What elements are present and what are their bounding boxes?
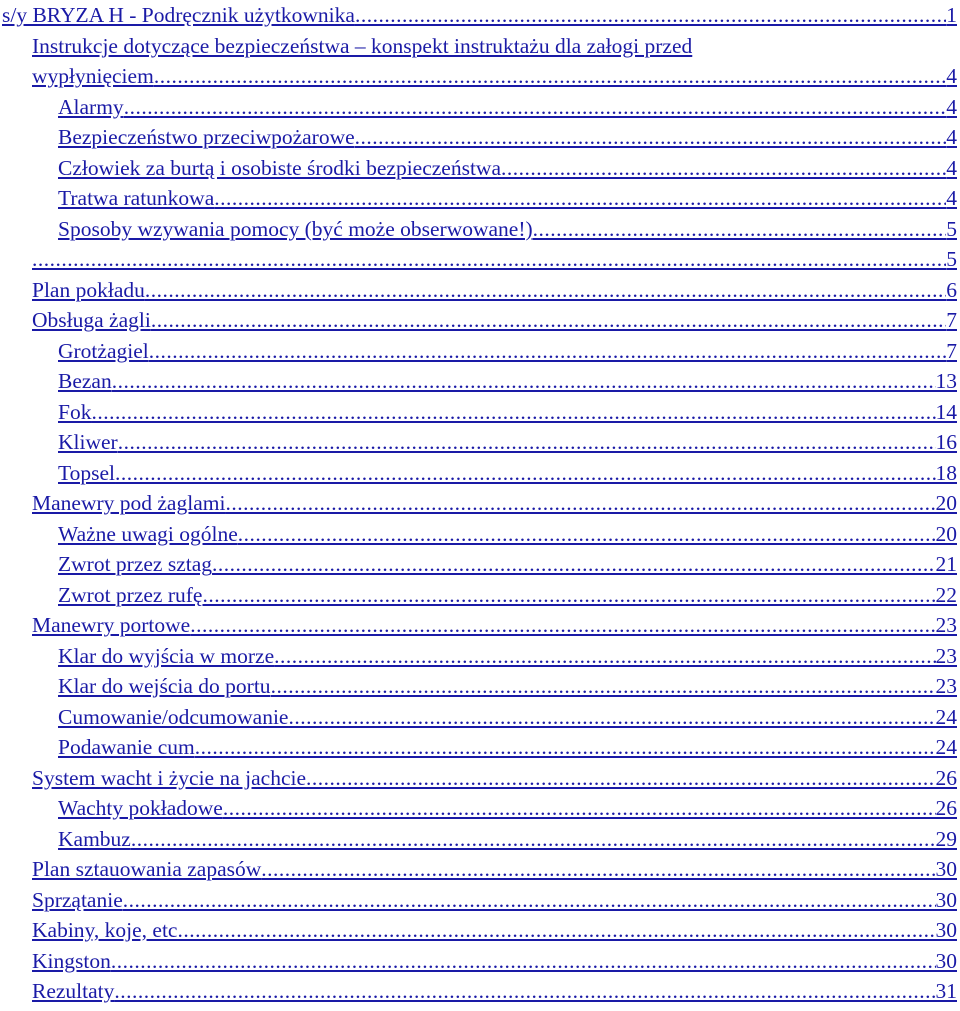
toc-entry-link[interactable]	[0, 885, 960, 916]
toc-entry-title: Kambuz	[58, 826, 131, 851]
toc-entry-title: Manewry portowe	[32, 613, 191, 637]
toc-entry-link[interactable]	[0, 549, 960, 580]
toc-page-number: 30	[935, 887, 957, 912]
toc-entry-link[interactable]	[0, 671, 960, 702]
toc-entry-title: Wachty pokładowe	[58, 796, 223, 820]
toc-entry-title: wypłynięciem	[32, 64, 154, 88]
toc-entry-title: Plan pokładu	[32, 277, 145, 302]
toc-entry-link[interactable]	[0, 488, 960, 519]
toc-page-number: 23	[935, 613, 957, 637]
toc-entry-title: Sposoby wzywania pomocy (być może obserwowane!)	[58, 216, 533, 241]
toc-entry-title: Bezpieczeństwo przeciwpożarowe	[58, 125, 355, 149]
toc-page-number: 4	[946, 125, 957, 149]
toc-page-number: 5	[946, 216, 957, 241]
toc-dot-leader	[177, 915, 935, 946]
toc-dot-leader	[214, 183, 946, 214]
toc-dot-leader	[111, 946, 936, 977]
toc-entry-title: Kliwer	[58, 430, 118, 454]
toc-dot-leader	[261, 854, 935, 885]
toc-entry-title: Plan sztauowania zapasów	[32, 857, 262, 881]
toc-page-number: 16	[935, 430, 957, 454]
toc-entry-link[interactable]	[0, 641, 960, 672]
toc-entry-link[interactable]	[0, 793, 960, 824]
toc-entry-link[interactable]	[0, 580, 960, 611]
toc-entry-link[interactable]	[0, 854, 960, 885]
toc-dot-leader	[190, 610, 935, 641]
toc-entry-title: Alarmy	[58, 94, 124, 119]
toc-page-number: 14	[935, 399, 957, 424]
toc-page-number: 23	[935, 674, 957, 698]
toc-dot-leader	[274, 641, 935, 672]
toc-entry-title: Klar do wejścia do portu	[58, 674, 271, 698]
toc-entry-link[interactable]	[0, 458, 960, 489]
toc-page-number: 24	[935, 704, 957, 729]
toc-dot-leader	[355, 122, 947, 153]
toc-page-number: 30	[935, 948, 957, 973]
toc-dot-leader	[124, 92, 947, 123]
toc-dot-leader	[223, 793, 936, 824]
toc-page-number: 21	[935, 552, 957, 576]
toc-dot-leader	[501, 153, 946, 184]
toc-entry-title: Kingston	[32, 948, 111, 973]
toc-page-number: 4	[946, 94, 957, 119]
toc-entry-title: Topsel	[58, 460, 116, 485]
toc-entry-link[interactable]	[0, 366, 960, 397]
toc-entry-title: System wacht i życie na jachcie	[32, 765, 307, 790]
toc-dot-leader	[212, 549, 935, 580]
toc-page-number: 4	[946, 64, 957, 88]
toc-dot-leader	[306, 763, 935, 794]
toc-entry-title: Człowiek za burtą i osobiste środki bezpieczeństwa	[58, 155, 501, 180]
toc-entry-title: Podawanie cum	[58, 735, 195, 759]
toc-entry-link[interactable]	[0, 92, 960, 123]
toc-page-number: 29	[935, 826, 957, 851]
toc-entry-title: Klar do wyjścia w morze	[58, 643, 275, 668]
toc-page-number: 4	[946, 186, 957, 210]
toc-dot-leader	[238, 519, 936, 550]
toc-dot-leader	[225, 488, 935, 519]
toc-page-number: 4	[946, 155, 957, 180]
toc-entry-link[interactable]	[0, 732, 960, 763]
toc-entry-link[interactable]	[0, 153, 960, 184]
toc-entry-title: Kabiny, koje, etc	[32, 918, 178, 942]
toc-page-number: 30	[935, 857, 957, 881]
toc-entry-title: Tratwa ratunkowa	[58, 186, 215, 210]
toc-entry-link[interactable]	[0, 305, 960, 336]
toc-entry-title: Ważne uwagi ogólne	[58, 521, 238, 546]
toc-dot-leader	[149, 336, 947, 367]
toc-entry-link[interactable]	[0, 336, 960, 367]
toc-entry-title: Fok	[58, 399, 92, 424]
toc-entry-link[interactable]	[0, 702, 960, 733]
toc-entry-link[interactable]	[0, 915, 960, 946]
toc-entry-link[interactable]	[0, 275, 960, 306]
toc-entry-link[interactable]	[0, 397, 960, 428]
toc-page-number: 18	[935, 460, 957, 485]
toc-page-number: 30	[935, 918, 957, 942]
toc-entry-link[interactable]	[0, 946, 960, 977]
toc-entry-title: Manewry pod żaglami	[32, 491, 226, 515]
toc-dot-leader	[115, 458, 935, 489]
toc-dot-leader	[195, 732, 936, 763]
toc-page-number: 20	[935, 491, 957, 515]
toc-page-number: 5	[946, 247, 957, 271]
toc-page-number: 20	[935, 521, 957, 546]
toc-entry-title: Rezultaty	[32, 979, 115, 1003]
toc-dot-leader	[145, 275, 946, 306]
toc-entry-title: Cumowanie/odcumowanie	[58, 704, 289, 729]
toc-page-number: 26	[935, 796, 957, 820]
toc-dot-leader	[288, 702, 935, 733]
toc-entry-link[interactable]: Instrukcje dotyczące bezpieczeństwa – konspekt instruktażu dla załogi przed	[32, 33, 693, 58]
toc-dot-leader	[123, 885, 936, 916]
toc-entry-title: Sprzątanie	[32, 887, 123, 912]
toc-page-number: 26	[935, 765, 957, 790]
toc-dot-leader	[151, 305, 946, 336]
toc-dot-leader	[114, 976, 935, 1007]
toc-page-number: 13	[935, 369, 957, 393]
toc-page-number: 1	[946, 3, 957, 27]
toc-entry-title: Bezan	[58, 369, 112, 393]
toc-entry-link[interactable]	[0, 244, 960, 275]
toc-dot-leader	[118, 427, 936, 458]
toc-entry-link[interactable]	[0, 427, 960, 458]
toc-dot-leader	[355, 0, 946, 31]
toc-page-number: 7	[946, 308, 957, 332]
toc-entry-title: Grotżagiel	[58, 338, 149, 363]
toc-dot-leader	[112, 366, 936, 397]
toc-entry-link[interactable]	[0, 610, 960, 641]
toc-dot-leader	[91, 397, 935, 428]
toc-entry-link[interactable]	[0, 214, 960, 245]
toc-entry-link[interactable]	[0, 519, 960, 550]
toc-dot-leader	[533, 214, 947, 245]
toc-page-number: 24	[935, 735, 957, 759]
toc-entry-title: Zwrot przez rufę	[58, 582, 203, 607]
toc-entry-link[interactable]	[0, 0, 960, 31]
toc-page-number: 31	[935, 979, 957, 1003]
toc-dot-leader	[154, 61, 946, 92]
toc-entry-link[interactable]	[0, 824, 960, 855]
toc-entry-title: Zwrot przez sztag	[58, 552, 213, 576]
toc-page-number: 6	[946, 277, 957, 302]
toc-entry-link[interactable]	[0, 61, 960, 92]
toc-entry-title: Obsługa żagli	[32, 308, 151, 332]
toc-page-number: 22	[935, 582, 957, 607]
toc-dot-leader	[202, 580, 935, 611]
toc-dot-leader	[131, 824, 936, 855]
toc-page-number: 7	[946, 338, 957, 363]
toc-dot-leader	[32, 244, 946, 275]
toc-page-number: 23	[935, 643, 957, 668]
toc-entry-title: s/y BRYZA H - Podręcznik użytkownika	[2, 3, 355, 27]
toc-entry-link[interactable]	[0, 976, 960, 1007]
toc-entry-link[interactable]	[0, 122, 960, 153]
toc-entry-link[interactable]	[0, 183, 960, 214]
toc-dot-leader	[271, 671, 936, 702]
toc-entry-link[interactable]	[0, 763, 960, 794]
